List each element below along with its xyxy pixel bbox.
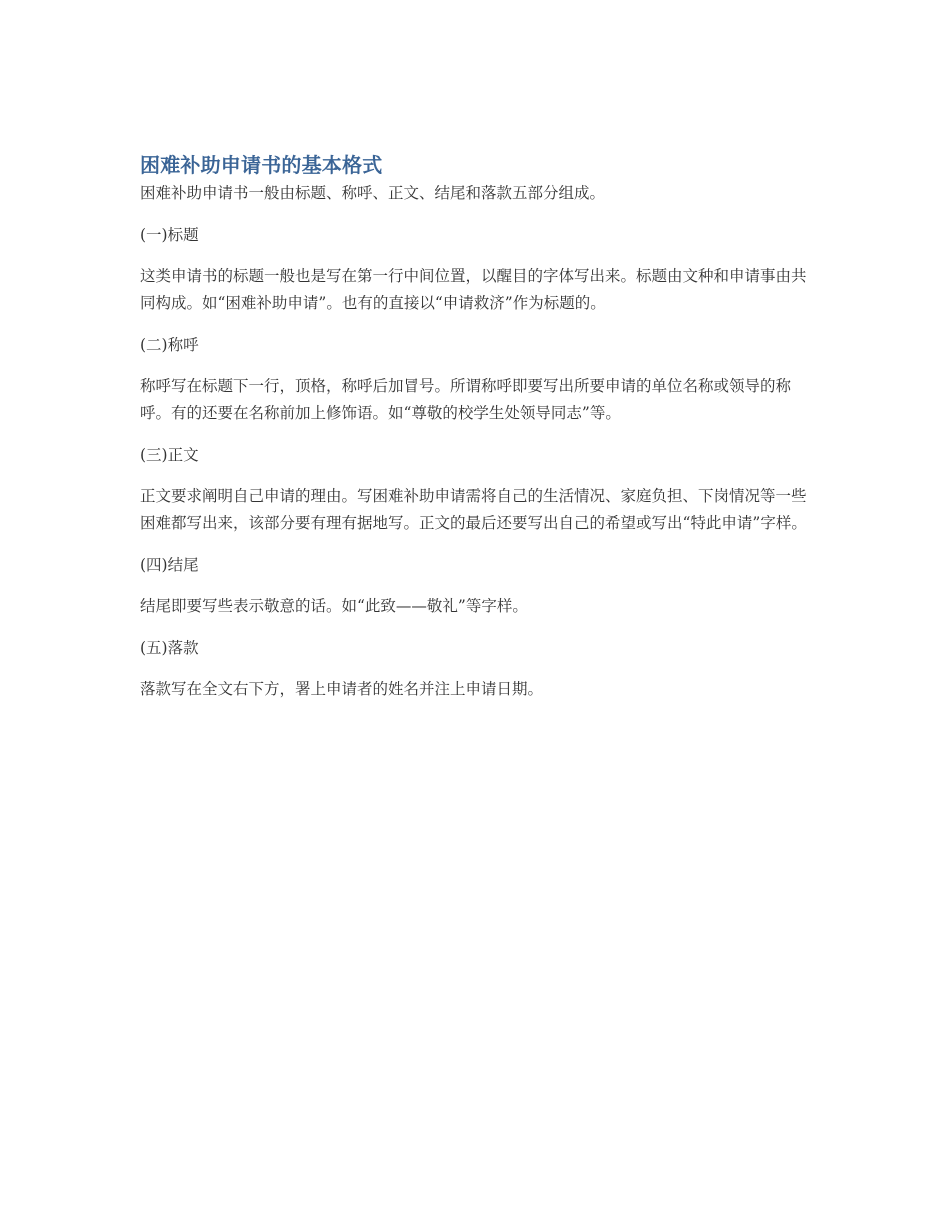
document-page bbox=[140, 150, 810, 703]
section-heading-salutation: (二)称呼 bbox=[140, 336, 199, 354]
section-heading-title: (一)标题 bbox=[140, 226, 199, 244]
section-heading-main-text: (三)正文 bbox=[140, 446, 199, 464]
section-heading-signature: (五)落款 bbox=[140, 639, 199, 657]
section-body-signature: 落款写在全文右下方，署上申请者的姓名并注上申请日期。 bbox=[140, 680, 544, 698]
section-body-main-text: 正文要求阐明自己申请的理由。写困难补助申请需将自己的生活情况、家庭负担、下岗情况等一些困难都写出来，该部分要有理有据地写。正文的最后还要写出自己的希望或写出“特此申请”字样。 bbox=[140, 487, 807, 532]
section-body-closing: 结尾即要写些表示敬意的话。如“此致——敬礼”等字样。 bbox=[140, 597, 528, 615]
document-title: 困难补助申请书的基本格式 bbox=[140, 153, 383, 177]
section-body-salutation: 称呼写在标题下一行，顶格，称呼后加冒号。所谓称呼即要写出所要申请的单位名称或领导的称呼。有的还要在名称前加上修饰语。如“尊敬的校学生处领导同志”等。 bbox=[140, 377, 792, 422]
intro-paragraph: 困难补助申请书一般由标题、称呼、正文、结尾和落款五部分组成。 bbox=[140, 184, 606, 202]
section-body-title: 这类申请书的标题一般也是写在第一行中间位置，以醒目的字体写出来。标题由文种和申请事由共同构成。如“困难补助申请”。也有的直接以“申请救济”作为标题的。 bbox=[140, 267, 807, 312]
section-heading-closing: (四)结尾 bbox=[140, 556, 199, 574]
